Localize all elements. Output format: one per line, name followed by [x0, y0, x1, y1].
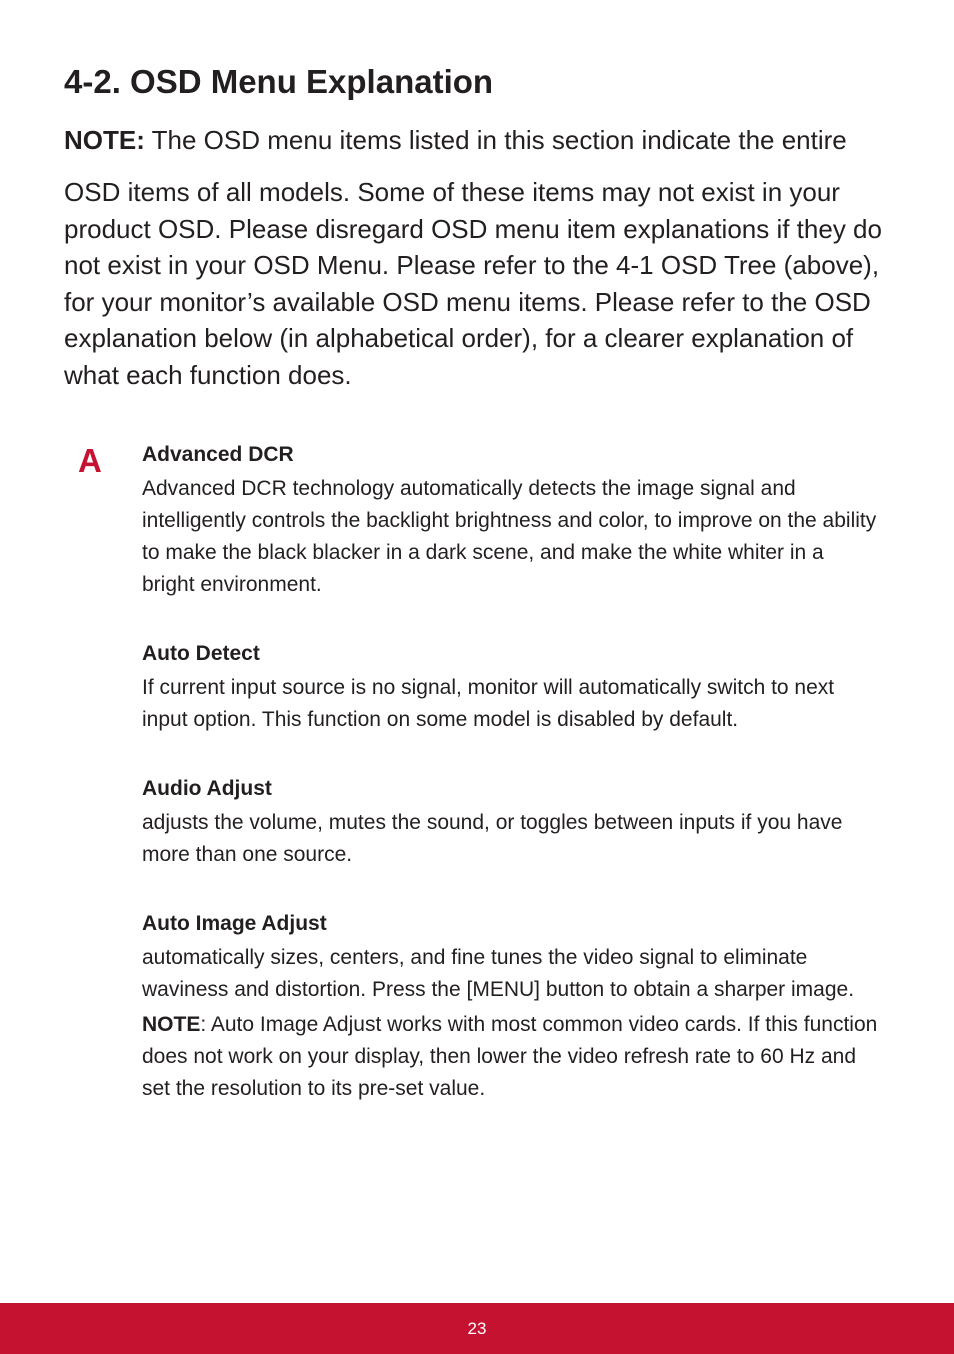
entry-list	[142, 441, 882, 1144]
intro-paragraph: OSD items of all models. Some of these items may not exist in your product OSD. Please disregard OSD menu item explanations if they do not exist in your OSD Menu. Please refer to the 4-1 OSD Tree (above), for your monitor’s available OSD menu items. Please refer to the OSD explanation below (in alphabetical order), for a clearer explanation of what each function does.	[64, 177, 882, 390]
entry-description: adjusts the volume, mutes the sound, or toggles between inputs if you have more than one source.	[142, 811, 843, 866]
entry-auto-image-adjust	[142, 910, 882, 1105]
section-letter: A	[78, 442, 102, 479]
entry-description: Advanced DCR technology automatically detects the image signal and intelligently controls the backlight brightness and color, to improve on the ability to make the black blacker in a dark scene, and make the white whiter in a bright environment.	[142, 477, 877, 596]
note-label: NOTE:	[64, 125, 145, 155]
entry-description: automatically sizes, centers, and fine tunes the video signal to eliminate waviness and distortion. Press the [MENU] button to obtain a sharper image.	[142, 946, 855, 1001]
entry-description: If current input source is no signal, monitor will automatically switch to next input option. This function on some model is disabled by default.	[142, 676, 835, 731]
entry-title: Auto Detect	[142, 642, 260, 665]
entry-audio-adjust	[142, 775, 882, 871]
entry-note-label: NOTE	[142, 1013, 201, 1036]
entry-note-text: : Auto Image Adjust works with most common video cards. If this function does not work on your display, then lower the video refresh rate to 60 Hz and set the resolution to its pre-set value.	[142, 1013, 878, 1100]
entry-title: Advanced DCR	[142, 443, 294, 466]
entry-title: Auto Image Adjust	[142, 912, 327, 935]
entry-auto-detect	[142, 640, 882, 736]
page-heading: 4-2. OSD Menu Explanation	[64, 63, 494, 100]
entry-title: Audio Adjust	[142, 777, 272, 800]
note-text: The OSD menu items listed in this section indicate the entire	[144, 125, 847, 155]
entry-advanced-dcr	[142, 441, 882, 601]
note-first-line	[64, 122, 847, 158]
entry-note	[142, 1009, 882, 1105]
page-number: 23	[467, 1319, 487, 1338]
